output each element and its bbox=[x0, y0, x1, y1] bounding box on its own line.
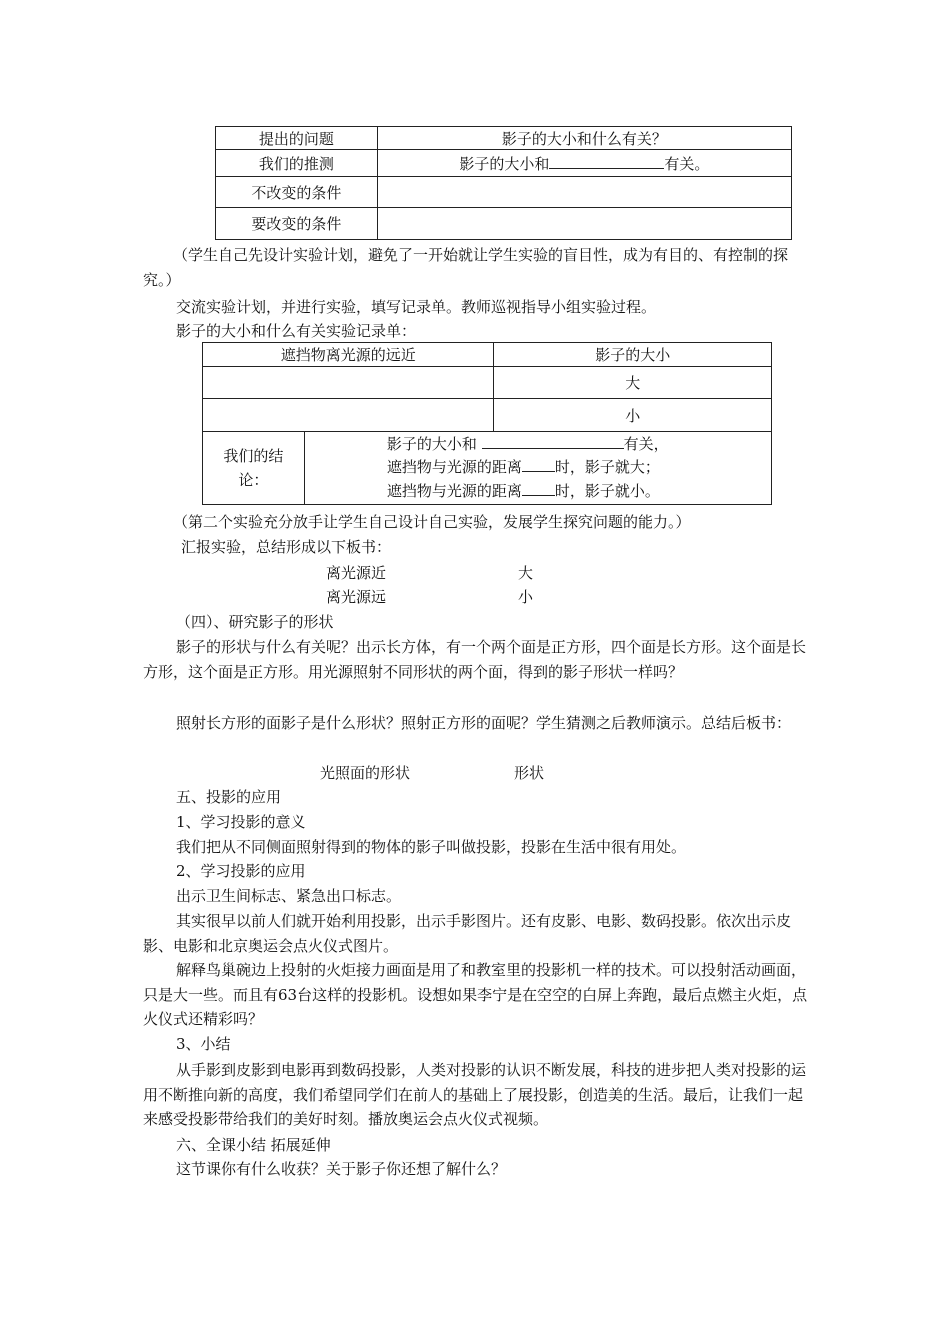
paragraph: 照射长方形的面影子是什么形状？照射正方形的面呢？学生猜测之后教师演示。总结后板书： bbox=[176, 714, 792, 732]
subsection-title: 1、学习投影的意义 bbox=[176, 813, 306, 831]
record-title: 影子的大小和什么有关实验记录单： bbox=[176, 322, 417, 340]
fill-blank bbox=[522, 481, 555, 496]
table-cell bbox=[377, 177, 791, 208]
fill-blank bbox=[482, 434, 624, 449]
table-cell: 要改变的条件 bbox=[216, 208, 378, 240]
section-5-title: 五、投影的应用 bbox=[176, 788, 282, 806]
table-cell: 提出的问题 bbox=[216, 127, 378, 150]
note-2: （第二个实验充分放手让学生自己设计自己实验，发展学生探究问题的能力。） bbox=[173, 513, 691, 531]
hypothesis-table bbox=[215, 126, 792, 240]
exchange-line: 交流实验计划，并进行实验，填写记录单。教师巡视指导小组实验过程。 bbox=[176, 298, 657, 316]
guess-suffix: 有关。 bbox=[664, 154, 710, 173]
table-header: 影子的大小 bbox=[494, 343, 772, 367]
board-2-left: 光照面的形状 bbox=[320, 764, 411, 782]
board-1-row-1-right: 大 bbox=[518, 564, 534, 582]
note-1: （学生自己先设计实验计划，避免了一开始就让学生实验的盲目性，成为有目的、有控制的探究。） bbox=[143, 246, 789, 289]
paragraph: 其实很早以前人们就开始利用投影，出示手影图片。还有皮影、电影、数码投影。依次出示皮影、电影和北京奥运会点火仪式图片。 bbox=[143, 912, 792, 955]
table-cell: 大 bbox=[494, 367, 772, 399]
paragraph: 我们把从不同侧面照射得到的物体的影子叫做投影，投影在生活中很有用处。 bbox=[176, 838, 687, 856]
fill-blank bbox=[522, 457, 555, 472]
conclusion-3-suffix: 时，影子就小。 bbox=[554, 481, 660, 500]
board-1-row-1-left: 离光源近 bbox=[326, 564, 387, 582]
table-cell: 影子的大小和什么有关？ bbox=[377, 127, 791, 150]
paragraph: 出示卫生间标志、紧急出口标志。 bbox=[176, 887, 402, 905]
final-question: 这节课你有什么收获？关于影子你还想了解什么？ bbox=[176, 1160, 507, 1178]
table-cell: 不改变的条件 bbox=[216, 177, 378, 208]
table-header: 遮挡物离光源的远近 bbox=[203, 343, 494, 367]
paragraph: 从手影到皮影到电影再到数码投影，人类对投影的认识不断发展，科技的进步把人类对投影的运用不断推向新的高度，我们希望同学们在前人的基础上了展投影，创造美的生活。最后，让我们一起来感受投影带给我们的美好时刻。播放奥运会点火仪式视频。 bbox=[143, 1061, 807, 1128]
table-cell: 小 bbox=[494, 399, 772, 432]
section-6-title: 六、全课小结 拓展延伸 bbox=[176, 1136, 331, 1154]
conclusion-2-prefix: 遮挡物与光源的距离 bbox=[386, 458, 522, 477]
conclusion-3-prefix: 遮挡物与光源的距离 bbox=[386, 481, 522, 500]
subsection-title: 2、学习投影的应用 bbox=[176, 862, 306, 880]
board-2-right: 形状 bbox=[514, 764, 545, 782]
table-cell: 我们的推测 bbox=[216, 150, 378, 177]
table-cell bbox=[203, 399, 494, 432]
paragraph: 解释鸟巢碗边上投射的火炬接力画面是用了和教室里的投影机一样的技术。可以投射活动画面，只是大一些。而且有63台这样的投影机。设想如果李宁是在空空的白屏上奔跑，最后点燃主火炬，点火仪式还精彩吗？ bbox=[143, 961, 808, 1028]
table-cell bbox=[203, 367, 494, 399]
fill-blank bbox=[549, 154, 664, 169]
guess-prefix: 影子的大小和 bbox=[459, 154, 550, 173]
section-4-title: （四）、研究影子的形状 bbox=[176, 613, 334, 631]
table-cell bbox=[377, 150, 791, 177]
paragraph: 影子的形状与什么有关呢？出示长方体，有一个两个面是正方形，四个面是长方形。这个面是长方形，这个面是正方形。用光源照射不同形状的两个面，得到的影子形状一样吗？ bbox=[143, 638, 807, 681]
conclusion-1-prefix: 影子的大小和 bbox=[386, 434, 477, 453]
record-table bbox=[202, 342, 772, 505]
conclusion-1-suffix: 有关， bbox=[623, 434, 669, 453]
conclusion-2-suffix: 时，影子就大； bbox=[554, 458, 660, 477]
board-1-row-2-right: 小 bbox=[518, 588, 534, 606]
conclusion-cell bbox=[304, 432, 771, 505]
conclusion-label: 我们的结论： bbox=[203, 432, 305, 505]
report-line: 汇报实验，总结形成以下板书： bbox=[181, 538, 392, 556]
subsection-title: 3、小结 bbox=[176, 1035, 231, 1053]
board-1-row-2-left: 离光源远 bbox=[326, 588, 387, 606]
table-cell bbox=[377, 208, 791, 240]
